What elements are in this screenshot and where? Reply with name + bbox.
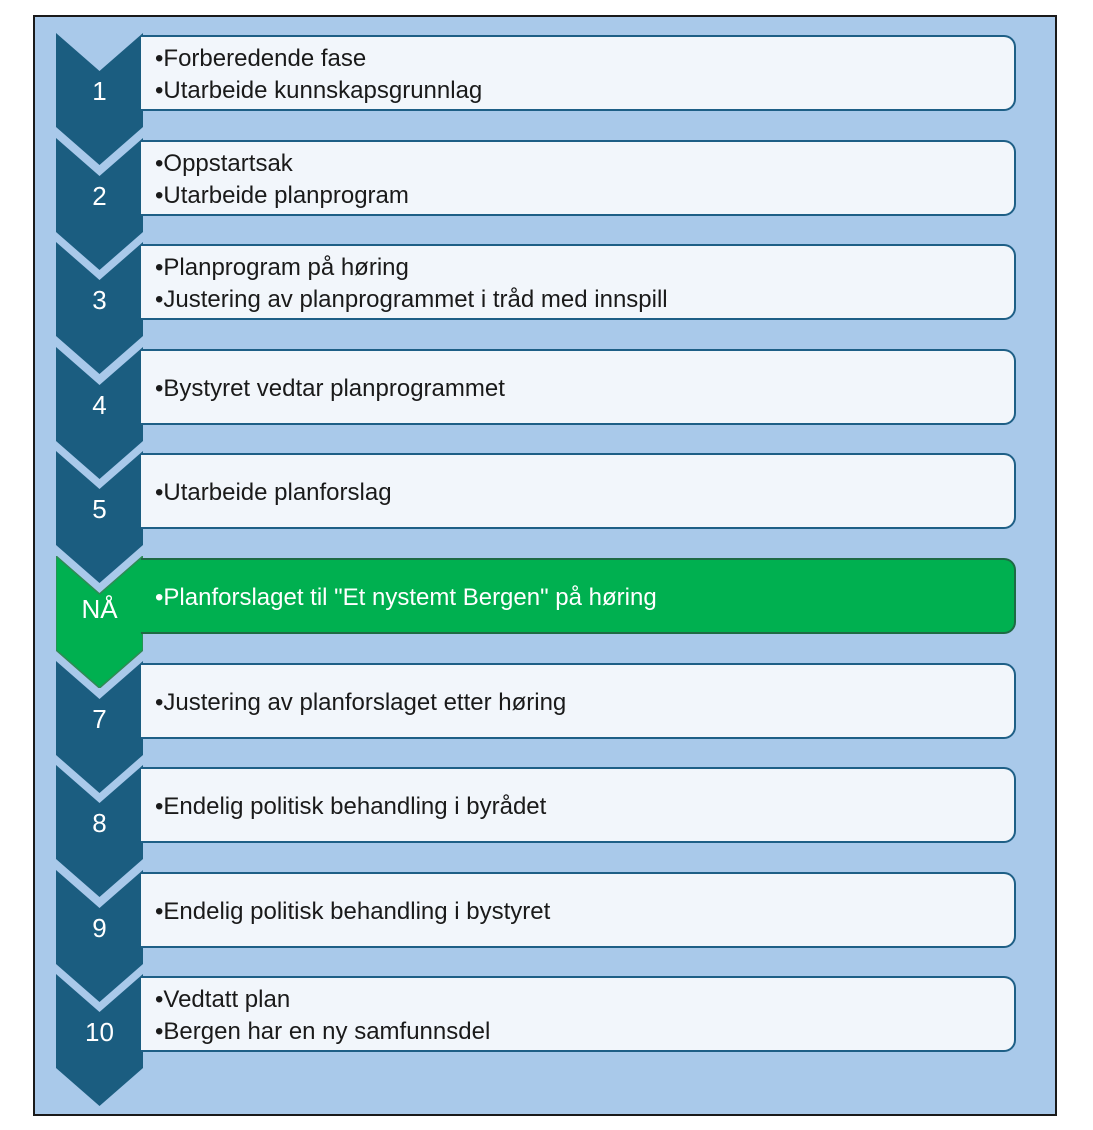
step-number: 10 (85, 1017, 114, 1048)
step-number: 2 (92, 180, 107, 211)
process-step (0, 138, 1093, 243)
step-box (141, 663, 1016, 739)
step-bullet-item: •Justering av planforslaget etter høring (155, 688, 567, 716)
process-step (0, 974, 1093, 1079)
step-bullet-item: •Utarbeide planprogram (155, 181, 409, 209)
step-number: 5 (92, 494, 107, 525)
step-bullet-item: •Endelig politisk behandling i bystyret (155, 897, 551, 925)
step-bullet-item: •Planprogram på høring (155, 254, 409, 282)
process-step (0, 33, 1093, 138)
process-step (0, 556, 1093, 661)
step-bullet-item: •Oppstartsak (155, 149, 293, 177)
step-number: 9 (92, 912, 107, 943)
step-bullet-item: •Planforslaget til "Et nystemt Bergen" på høring (155, 584, 657, 611)
process-step (0, 347, 1093, 452)
step-box (141, 244, 1016, 320)
process-step (0, 451, 1093, 556)
step-bullet-item: •Bystyret vedtar planprogrammet (155, 374, 505, 402)
step-box (141, 349, 1016, 425)
step-bullet-item: •Justering av planprogrammet i tråd med innspill (155, 286, 668, 314)
process-step (0, 661, 1093, 766)
step-box (141, 140, 1016, 216)
step-bullet-item: •Utarbeide kunnskapsgrunnlag (155, 77, 483, 104)
step-bullet-item: •Utarbeide planforslag (155, 479, 392, 507)
step-box (141, 35, 1016, 111)
step-box (141, 453, 1016, 529)
step-number: 1 (92, 76, 107, 106)
process-step (0, 242, 1093, 347)
step-number: 7 (92, 703, 107, 734)
step-bullet-item: •Bergen har en ny samfunnsdel (155, 1018, 491, 1046)
current-step-label: NÅ (81, 594, 118, 624)
step-number: 4 (92, 389, 107, 420)
step-box (141, 767, 1016, 843)
step-box (141, 872, 1016, 948)
process-step (0, 870, 1093, 975)
step-number: 8 (92, 808, 107, 839)
step-bullet-item: •Vedtatt plan (155, 986, 291, 1014)
process-step (0, 765, 1093, 870)
step-box (141, 976, 1016, 1052)
step-number: 3 (92, 285, 107, 316)
step-bullet-item: •Endelig politisk behandling i byrådet (155, 793, 547, 821)
step-bullet-item: •Forberedende fase (155, 45, 367, 72)
current-step-box (141, 558, 1016, 634)
